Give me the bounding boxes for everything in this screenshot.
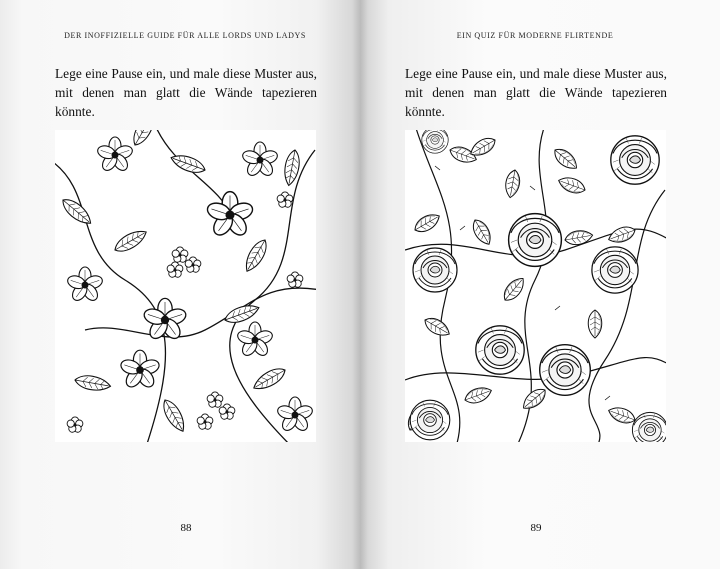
left-page-number: 88	[180, 522, 192, 534]
right-page	[360, 0, 720, 569]
right-running-head: EIN QUIZ FÜR MODERNE FLIRTENDE	[456, 31, 614, 40]
rose-pattern-icon	[405, 130, 666, 442]
left-running-head: DER INOFFIZIELLE GUIDE FÜR ALLE LORDS UND LADYS	[64, 31, 306, 40]
right-page-number: 89	[530, 522, 542, 534]
left-body-text: Lege eine Pause ein, und male diese Muster aus, mit denen man glatt die Wände tapezieren könnte.	[55, 66, 317, 119]
floral-pattern-icon	[55, 130, 316, 442]
right-body-text: Lege eine Pause ein, und male diese Muster aus, mit denen man glatt die Wände tapezieren könnte.	[405, 66, 667, 119]
